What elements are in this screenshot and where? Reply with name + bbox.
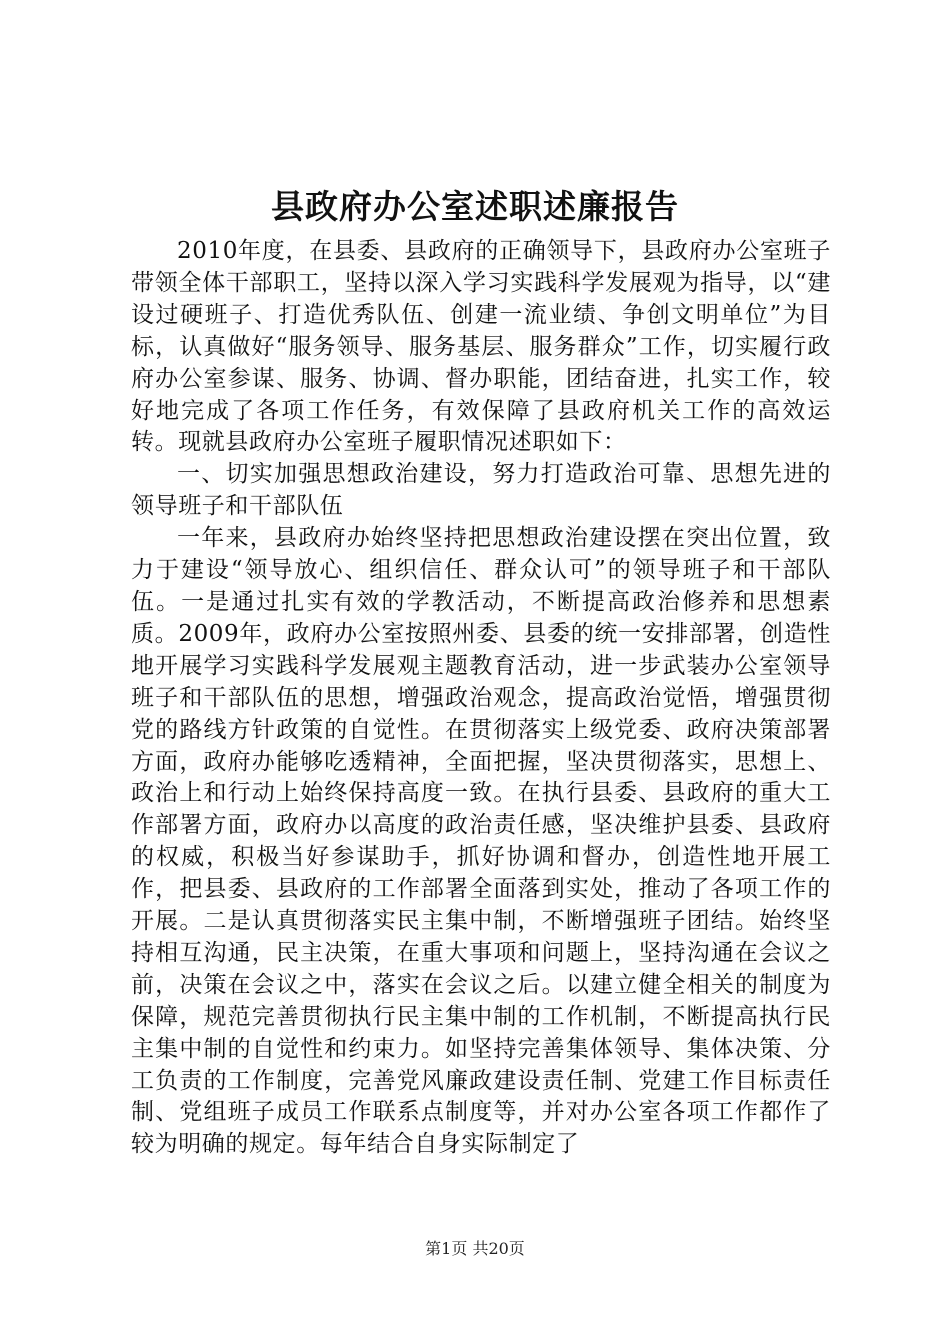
paragraph-section-1: 一年来，县政府办始终坚持把思想政治建设摆在突出位置，致力于建设“领导放心、组织信任、群众认可”的领导班子和干部队伍。一是通过扎实有效的学教活动，不断提高政治修养和思想素质。2009年，政府办公室按照州委、县委的统一安排部署，创造性地开展学习实践科学发展观主题教育活动，进一步武装办公室领导班子和干部队伍的思想，增强政治观念，提高政治觉悟，增强贯彻党的路线方针政策的自觉性。在贯彻落实上级党委、政府决策部署方面，政府办能够吃透精神，全面把握，坚决贯彻落实，思想上、政治上和行动上始终保持高度一致。在执行县委、县政府的重大工作部署方面，政府办以高度的政治责任感，坚决维护县委、县政府的权威，积极当好参谋助手，抓好协调和督办，创造性地开展工作，把县委、县政府的工作部署全面落到实处，推动了各项工作的开展。二是认真贯彻落实民主集中制，不断增强班子团结。始终坚持相互沟通，民主决策，在重大事项和问题上，坚持沟通在会议之前，决策在会议之中，落实在会议之后。以建立健全相关的制度为保障，规范完善贯彻执行民主集中制的工作机制，不断提高执行民主集中制的自觉性和约束力。如坚持完善集体领导、集体决策、分工负责的工作制度，完善党风廉政建设责任制、党建工作目标责任制、党组班子成员工作联系点制度等，并对办公室各项工作都作了较为明确的规定。每年结合自身实际制定了 xyxy=(131,525,831,1158)
section-heading-1: 一、切实加强思想政治建设，努力打造政治可靠、思想先进的领导班子和干部队伍 xyxy=(131,461,831,520)
document-body xyxy=(131,236,831,1161)
document-title: 县政府办公室述职述廉报告 xyxy=(271,187,679,226)
paragraph-intro: 2010年度，在县委、县政府的正确领导下，县政府办公室班子带领全体干部职工，坚持以深入学习实践科学发展观为指导，以“建设过硬班子、打造优秀队伍、创建一流业绩、争创文明单位”为目标，认真做好“服务领导、服务基层、服务群众”工作，切实履行政府办公室参谋、服务、协调、督办职能，团结奋进，扎实工作，较好地完成了各项工作任务，有效保障了县政府机关工作的高效运转。现就县政府办公室班子履职情况述职如下： xyxy=(131,238,831,456)
page-footer: 第1页 共20页 xyxy=(425,1239,525,1258)
